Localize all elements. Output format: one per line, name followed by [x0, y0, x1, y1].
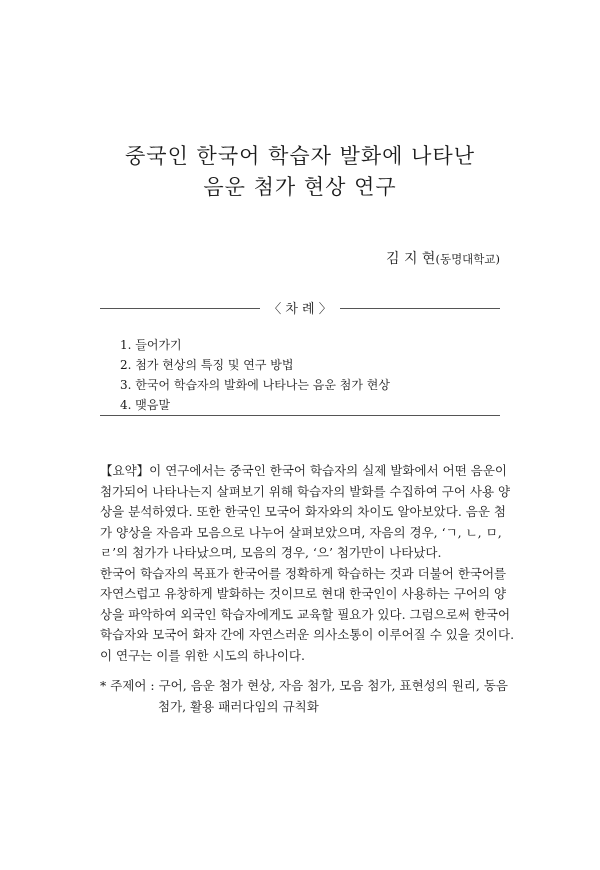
author-block [386, 248, 500, 268]
abstract-line: 첨가되어 나타나는지 살펴보기 위해 학습자의 발화를 수집하여 구어 사용 양 [100, 483, 511, 499]
toc-item: 4. 맺음말 [120, 398, 171, 412]
keywords [100, 676, 509, 717]
abstract-line: ㄹ’의 첨가가 나타났으며, 모음의 경우, ‘으’ 첨가만이 나타났다. [100, 545, 442, 560]
abstract-line: 이 연구는 이를 위한 시도의 하나이다. [100, 647, 305, 663]
abstract-line: 【요약】이 연구에서는 중국인 한국어 학습자의 실제 발화에서 어떤 음운이 [100, 463, 507, 478]
paper-title-line-2: 음운 첨가 현상 연구 [203, 175, 397, 199]
toc-list [120, 335, 390, 415]
author-name: 김 지 현 [385, 251, 436, 267]
abstract-line: 한국어 학습자의 목표가 한국어를 정확하게 학습하는 것과 더불어 한국어를 [100, 565, 507, 581]
keywords-line-1: * 주제어 : 구어, 음운 첨가 현상, 자음 첨가, 모음 첨가, 표현성의 원리, 동음 [100, 678, 509, 693]
toc-item: 1. 들어가기 [120, 338, 182, 352]
toc-rule-right [340, 308, 500, 309]
paper-title-line-1: 중국인 한국어 학습자 발화에 나타난 [125, 144, 475, 168]
keywords-line-2: 첨가, 활용 패러다임의 규칙화 [158, 698, 319, 714]
abstract-line: 상을 분석하였다. 또한 한국인 모국어 화자와의 차이도 알아보았다. 음운 첨 [100, 504, 506, 519]
abstract [100, 461, 515, 666]
toc-rule-left [100, 308, 260, 309]
abstract-line: 학습자와 모국어 화자 간에 자연스러운 의사소통이 이루어질 수 있을 것이다. [100, 627, 515, 642]
toc-heading: 〈 차 례 〉 [268, 302, 332, 317]
toc-item: 2. 첨가 현상의 특징 및 연구 방법 [120, 358, 294, 372]
abstract-line: 상을 파악하여 외국인 학습자에게도 교육할 필요가 있다. 그럼으로써 한국어 [100, 606, 511, 622]
toc-rule-bottom [100, 415, 500, 416]
author-affiliation: (동명대학교) [435, 252, 500, 266]
abstract-line: 가 양상을 자음과 모음으로 나누어 살펴보았으며, 자음의 경우, ‘ㄱ, ㄴ, ㅁ, [100, 524, 502, 540]
toc-item: 3. 한국어 학습자의 발화에 나타나는 음운 첨가 현상 [120, 378, 390, 392]
abstract-line: 자연스럽고 유창하게 발화하는 것이므로 현대 한국인이 사용하는 구어의 양 [100, 586, 507, 601]
